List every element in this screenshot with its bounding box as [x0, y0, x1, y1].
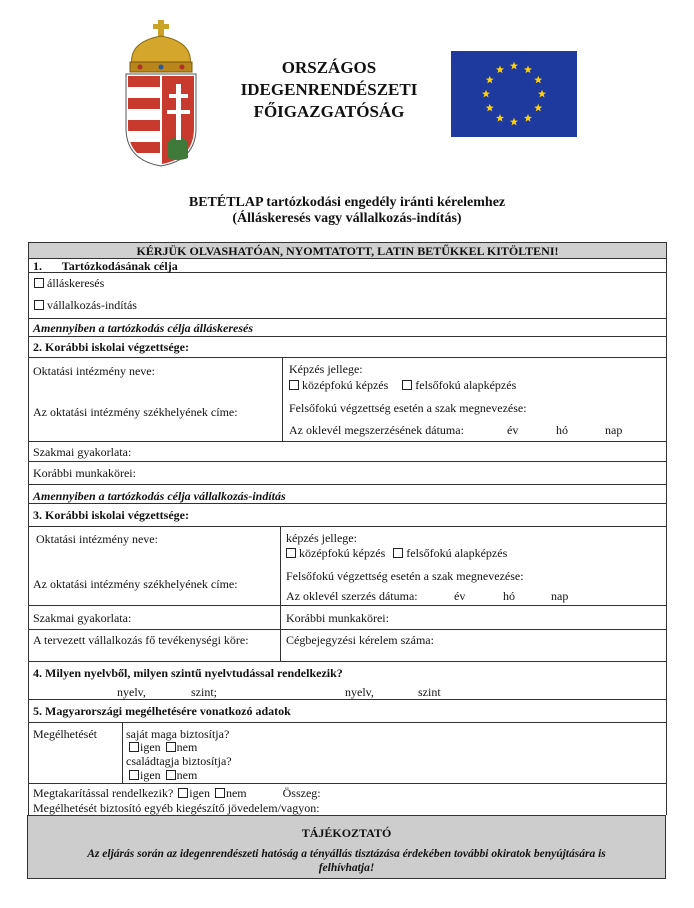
- job-secondary-label: középfokú képzés: [302, 378, 389, 392]
- biz-secondary-label: középfokú képzés: [299, 546, 386, 560]
- job-heading: Amennyiben a tartózkodás célja álláskeresés: [33, 321, 253, 335]
- job-month-label: hó: [556, 423, 568, 437]
- section1-number: 1.: [33, 259, 42, 273]
- info-title: TÁJÉKOZTATÓ: [301, 826, 392, 840]
- family-options: [129, 768, 197, 782]
- job-higher-checkbox[interactable]: [402, 380, 412, 390]
- level1-label: szint;: [191, 685, 217, 699]
- info-box: [27, 815, 666, 879]
- job-type-label: Képzés jellege:: [289, 362, 363, 376]
- family-no-checkbox[interactable]: [166, 770, 176, 780]
- form-title-line2: (Álláskeresés vagy vállalkozás-indítás): [232, 211, 462, 226]
- family-no-label: nem: [176, 768, 198, 782]
- biz-day-label: nap: [551, 589, 569, 603]
- agency-name: [226, 57, 432, 123]
- section3-title: 3. Korábbi iskolai végzettsége:: [33, 508, 189, 522]
- biz-year-label: év: [454, 589, 466, 603]
- biz-activity-label: A tervezett vállalkozás fő tevékenységi köre:: [33, 633, 249, 647]
- family-yes-label: igen: [140, 768, 161, 782]
- biz-type-label: képzés jellege:: [286, 531, 357, 545]
- biz-inst-address-label: Az oktatási intézmény székhelyének címe:: [33, 577, 238, 591]
- job-search-checkbox[interactable]: [34, 278, 44, 288]
- savings-row: [33, 786, 321, 800]
- savings-no-checkbox[interactable]: [215, 788, 225, 798]
- savings-no-label: nem: [225, 786, 247, 800]
- agency-name-line1: ORSZÁGOS: [281, 58, 377, 77]
- eu-flag-icon: [451, 51, 577, 137]
- own-no-label: nem: [176, 740, 198, 754]
- biz-registry-label: Cégbejegyzési kérelem száma:: [286, 633, 434, 647]
- biz-higher-label: felsőfokú alapképzés: [406, 546, 508, 560]
- other-income-label: Megélhetését biztosító egyéb kiegészítő jövedelem/vagyon:: [33, 801, 320, 815]
- lang2-label: nyelv,: [345, 685, 374, 699]
- job-inst-name-label: Oktatási intézmény neve:: [33, 364, 155, 378]
- job-type-options: [289, 378, 516, 392]
- biz-secondary-checkbox[interactable]: [286, 548, 296, 558]
- own-yes-checkbox[interactable]: [129, 742, 139, 752]
- job-year-label: év: [507, 423, 519, 437]
- job-major-label: Felsőfokú végzettség esetén a szak megnevezése:: [289, 401, 527, 415]
- amount-label: Összeg:: [282, 786, 321, 800]
- biz-date-label: Az oklevél szerzés dátuma:: [286, 589, 418, 603]
- info-text: [28, 847, 665, 875]
- family-yes-checkbox[interactable]: [129, 770, 139, 780]
- savings-yes-label: igen: [189, 786, 210, 800]
- info-text-line2: felhívhatja!: [318, 862, 375, 874]
- biz-experience-label: Szakmai gyakorlata:: [33, 611, 132, 625]
- section1-label: Tartózkodásának célja: [61, 259, 178, 273]
- level2-label: szint: [418, 685, 441, 699]
- biz-higher-checkbox[interactable]: [393, 548, 403, 558]
- biz-type-options: [286, 546, 507, 560]
- job-experience-label: Szakmai gyakorlata:: [33, 445, 132, 459]
- section2-title: 2. Korábbi iskolai végzettsége:: [33, 340, 189, 354]
- own-options: [129, 740, 197, 754]
- savings-yes-checkbox[interactable]: [178, 788, 188, 798]
- business-heading: Amennyiben a tartózkodás célja vállalkozás-indítás: [33, 489, 286, 503]
- savings-label: Megtakarítással rendelkezik?: [33, 786, 174, 800]
- job-secondary-checkbox[interactable]: [289, 380, 299, 390]
- biz-prev-jobs-label: Korábbi munkakörei:: [286, 611, 389, 625]
- section5-title: 5. Magyarországi megélhetésére vonatkozó adatok: [33, 704, 291, 718]
- job-search-label: álláskeresés: [47, 276, 105, 290]
- agency-name-line3: FŐIGAZGATÓSÁG: [253, 102, 405, 121]
- job-prev-jobs-label: Korábbi munkakörei:: [33, 466, 136, 480]
- section4-title: 4. Milyen nyelvből, milyen szintű nyelvtudással rendelkezik?: [33, 666, 343, 680]
- option-job-search[interactable]: [34, 276, 104, 290]
- hungarian-coat-of-arms-icon: [120, 18, 202, 168]
- job-inst-address-label: Az oktatási intézmény székhelyének címe:: [33, 405, 238, 419]
- job-day-label: nap: [605, 423, 623, 437]
- job-higher-label: felsőfokú alapképzés: [415, 378, 517, 392]
- option-business-start[interactable]: [34, 298, 137, 312]
- own-no-checkbox[interactable]: [166, 742, 176, 752]
- form-title-line1: BETÉTLAP tartózkodási engedély iránti kérelemhez: [188, 195, 506, 210]
- info-text-line1: Az eljárás során az idegenrendészeti hatóság a tényállás tisztázása érdekében további okiratok benyújtására is: [87, 848, 606, 860]
- agency-name-line2: IDEGENRENDÉSZETI: [240, 80, 418, 99]
- eu-flag: [451, 51, 577, 137]
- coat-of-arms: [120, 18, 202, 168]
- business-start-checkbox[interactable]: [34, 300, 44, 310]
- family-label: családtagja biztosítja?: [126, 754, 232, 768]
- lang1-label: nyelv,: [117, 685, 146, 699]
- business-start-label: vállalkozás-indítás: [47, 298, 137, 312]
- biz-major-label: Felsőfokú végzettség esetén a szak megnevezése:: [286, 569, 524, 583]
- form-title: [0, 195, 694, 227]
- own-yes-label: igen: [140, 740, 161, 754]
- job-date-label: Az oklevél megszerzésének dátuma:: [289, 423, 464, 437]
- living-label: Megélhetését: [33, 727, 97, 741]
- own-label: saját maga biztosítja?: [126, 727, 230, 741]
- biz-month-label: hó: [503, 589, 515, 603]
- section1-title: [33, 259, 178, 273]
- notice-text: KÉRJÜK OLVASHATÓAN, NYOMTATOTT, LATIN BETŰKKEL KITÖLTENI!: [136, 244, 559, 258]
- biz-inst-name-label: Oktatási intézmény neve:: [36, 532, 158, 546]
